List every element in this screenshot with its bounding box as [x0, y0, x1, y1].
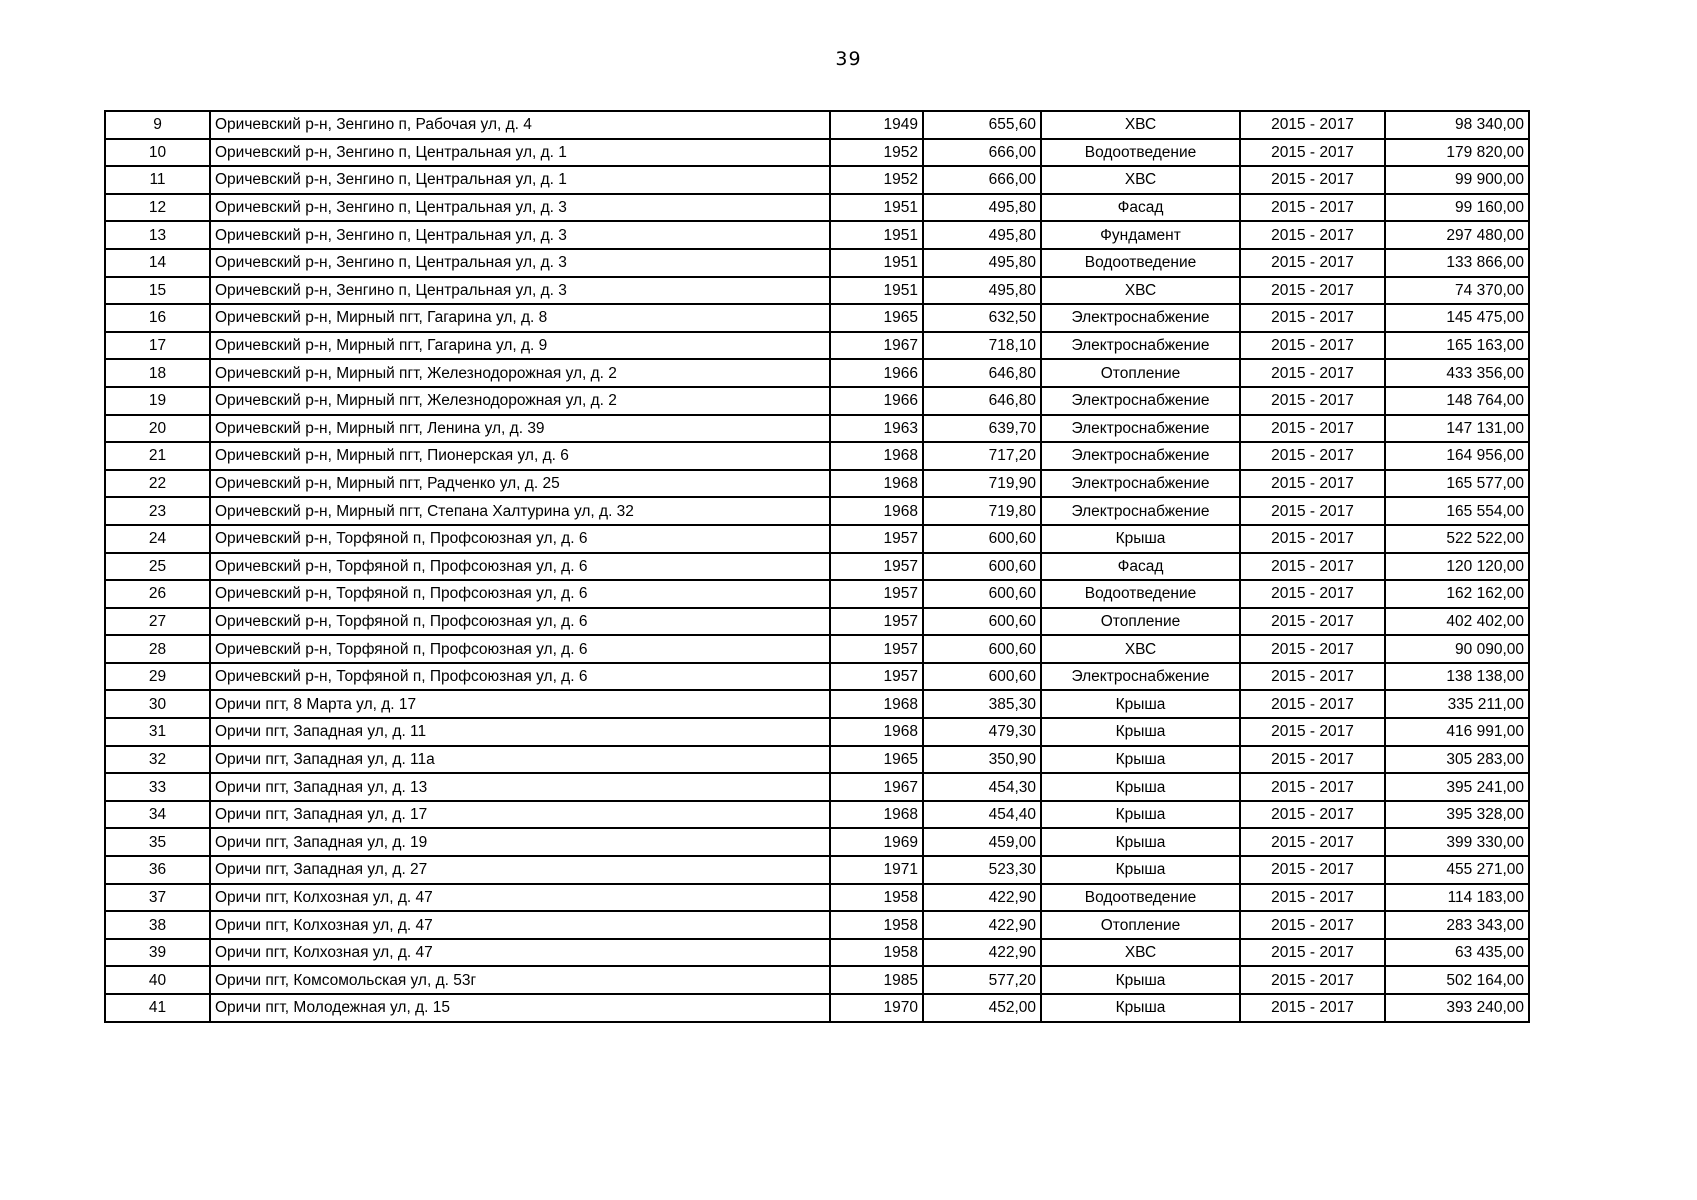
address-cell: Оричи пгт, Западная ул, д. 11а: [210, 746, 830, 774]
row-number-cell: 40: [105, 966, 210, 994]
build-year-cell: 1957: [830, 663, 923, 691]
row-number-cell: 33: [105, 773, 210, 801]
area-cell: 422,90: [923, 939, 1041, 967]
address-cell: Оричевский р-н, Мирный пгт, Степана Халтурина ул, д. 32: [210, 497, 830, 525]
period-cell: 2015 - 2017: [1240, 166, 1385, 194]
cost-cell: 99 160,00: [1385, 194, 1529, 222]
area-cell: 600,60: [923, 553, 1041, 581]
row-number-cell: 41: [105, 994, 210, 1022]
area-cell: 666,00: [923, 166, 1041, 194]
table-row: [105, 111, 1529, 139]
cost-cell: 90 090,00: [1385, 635, 1529, 663]
table-row: [105, 497, 1529, 525]
build-year-cell: 1958: [830, 939, 923, 967]
area-cell: 422,90: [923, 884, 1041, 912]
address-cell: Оричевский р-н, Мирный пгт, Гагарина ул, д. 8: [210, 304, 830, 332]
work-type-cell: Фундамент: [1041, 221, 1240, 249]
work-type-cell: Водоотведение: [1041, 580, 1240, 608]
area-cell: 600,60: [923, 580, 1041, 608]
area-cell: 479,30: [923, 718, 1041, 746]
area-cell: 523,30: [923, 856, 1041, 884]
page-number: 39: [835, 48, 862, 70]
period-cell: 2015 - 2017: [1240, 277, 1385, 305]
table-row: [105, 773, 1529, 801]
area-cell: 600,60: [923, 525, 1041, 553]
cost-cell: 455 271,00: [1385, 856, 1529, 884]
build-year-cell: 1967: [830, 332, 923, 360]
cost-cell: 416 991,00: [1385, 718, 1529, 746]
period-cell: 2015 - 2017: [1240, 139, 1385, 167]
table-row: [105, 746, 1529, 774]
address-cell: Оричевский р-н, Мирный пгт, Пионерская ул, д. 6: [210, 442, 830, 470]
area-cell: 639,70: [923, 415, 1041, 443]
cost-cell: 522 522,00: [1385, 525, 1529, 553]
area-cell: 646,80: [923, 387, 1041, 415]
work-type-cell: Фасад: [1041, 553, 1240, 581]
table-row: [105, 553, 1529, 581]
cost-cell: 433 356,00: [1385, 359, 1529, 387]
period-cell: 2015 - 2017: [1240, 994, 1385, 1022]
period-cell: 2015 - 2017: [1240, 856, 1385, 884]
table-row: [105, 828, 1529, 856]
build-year-cell: 1968: [830, 801, 923, 829]
row-number-cell: 39: [105, 939, 210, 967]
table-row: [105, 359, 1529, 387]
area-cell: 350,90: [923, 746, 1041, 774]
address-cell: Оричевский р-н, Зенгино п, Центральная ул, д. 1: [210, 139, 830, 167]
row-number-cell: 22: [105, 470, 210, 498]
cost-cell: 393 240,00: [1385, 994, 1529, 1022]
period-cell: 2015 - 2017: [1240, 221, 1385, 249]
build-year-cell: 1957: [830, 608, 923, 636]
period-cell: 2015 - 2017: [1240, 663, 1385, 691]
work-type-cell: Электроснабжение: [1041, 304, 1240, 332]
area-cell: 495,80: [923, 194, 1041, 222]
row-number-cell: 30: [105, 690, 210, 718]
row-number-cell: 20: [105, 415, 210, 443]
work-type-cell: Крыша: [1041, 828, 1240, 856]
period-cell: 2015 - 2017: [1240, 525, 1385, 553]
build-year-cell: 1965: [830, 304, 923, 332]
build-year-cell: 1952: [830, 166, 923, 194]
table-row: [105, 277, 1529, 305]
cost-cell: 402 402,00: [1385, 608, 1529, 636]
table-row: [105, 994, 1529, 1022]
table-row: [105, 608, 1529, 636]
table-row: [105, 470, 1529, 498]
area-cell: 385,30: [923, 690, 1041, 718]
build-year-cell: 1951: [830, 277, 923, 305]
build-year-cell: 1957: [830, 580, 923, 608]
row-number-cell: 21: [105, 442, 210, 470]
work-type-cell: Электроснабжение: [1041, 415, 1240, 443]
build-year-cell: 1965: [830, 746, 923, 774]
work-type-cell: ХВС: [1041, 277, 1240, 305]
table-row: [105, 525, 1529, 553]
row-number-cell: 37: [105, 884, 210, 912]
work-type-cell: Электроснабжение: [1041, 497, 1240, 525]
cost-cell: 283 343,00: [1385, 911, 1529, 939]
cost-cell: 148 764,00: [1385, 387, 1529, 415]
address-cell: Оричи пгт, Молодежная ул, д. 15: [210, 994, 830, 1022]
address-cell: Оричевский р-н, Мирный пгт, Гагарина ул, д. 9: [210, 332, 830, 360]
period-cell: 2015 - 2017: [1240, 442, 1385, 470]
work-type-cell: ХВС: [1041, 939, 1240, 967]
area-cell: 646,80: [923, 359, 1041, 387]
table-row: [105, 690, 1529, 718]
period-cell: 2015 - 2017: [1240, 911, 1385, 939]
build-year-cell: 1967: [830, 773, 923, 801]
period-cell: 2015 - 2017: [1240, 359, 1385, 387]
period-cell: 2015 - 2017: [1240, 939, 1385, 967]
table-row: [105, 939, 1529, 967]
area-cell: 718,10: [923, 332, 1041, 360]
row-number-cell: 27: [105, 608, 210, 636]
build-year-cell: 1951: [830, 194, 923, 222]
area-cell: 600,60: [923, 635, 1041, 663]
period-cell: 2015 - 2017: [1240, 580, 1385, 608]
build-year-cell: 1970: [830, 994, 923, 1022]
area-cell: 495,80: [923, 277, 1041, 305]
row-number-cell: 26: [105, 580, 210, 608]
address-cell: Оричи пгт, Колхозная ул, д. 47: [210, 939, 830, 967]
build-year-cell: 1966: [830, 387, 923, 415]
table-row: [105, 166, 1529, 194]
work-type-cell: Крыша: [1041, 746, 1240, 774]
build-year-cell: 1958: [830, 911, 923, 939]
period-cell: 2015 - 2017: [1240, 415, 1385, 443]
work-type-cell: Крыша: [1041, 856, 1240, 884]
cost-cell: 165 163,00: [1385, 332, 1529, 360]
area-cell: 600,60: [923, 608, 1041, 636]
build-year-cell: 1968: [830, 690, 923, 718]
work-type-cell: ХВС: [1041, 166, 1240, 194]
cost-cell: 98 340,00: [1385, 111, 1529, 139]
period-cell: 2015 - 2017: [1240, 884, 1385, 912]
table-body: [105, 111, 1529, 1022]
table-row: [105, 332, 1529, 360]
build-year-cell: 1949: [830, 111, 923, 139]
table-row: [105, 856, 1529, 884]
address-cell: Оричевский р-н, Зенгино п, Центральная ул, д. 3: [210, 277, 830, 305]
work-type-cell: Крыша: [1041, 801, 1240, 829]
work-type-cell: Электроснабжение: [1041, 387, 1240, 415]
area-cell: 632,50: [923, 304, 1041, 332]
build-year-cell: 1969: [830, 828, 923, 856]
build-year-cell: 1958: [830, 884, 923, 912]
area-cell: 422,90: [923, 911, 1041, 939]
period-cell: 2015 - 2017: [1240, 553, 1385, 581]
table-row: [105, 139, 1529, 167]
cost-cell: 162 162,00: [1385, 580, 1529, 608]
table-row: [105, 718, 1529, 746]
work-type-cell: ХВС: [1041, 111, 1240, 139]
row-number-cell: 32: [105, 746, 210, 774]
area-cell: 717,20: [923, 442, 1041, 470]
build-year-cell: 1985: [830, 966, 923, 994]
work-type-cell: Крыша: [1041, 525, 1240, 553]
period-cell: 2015 - 2017: [1240, 746, 1385, 774]
cost-cell: 179 820,00: [1385, 139, 1529, 167]
address-cell: Оричи пгт, Западная ул, д. 17: [210, 801, 830, 829]
build-year-cell: 1951: [830, 221, 923, 249]
area-cell: 600,60: [923, 663, 1041, 691]
table-row: [105, 635, 1529, 663]
period-cell: 2015 - 2017: [1240, 966, 1385, 994]
cost-cell: 63 435,00: [1385, 939, 1529, 967]
table-row: [105, 221, 1529, 249]
address-cell: Оричевский р-н, Зенгино п, Центральная ул, д. 3: [210, 249, 830, 277]
cost-cell: 138 138,00: [1385, 663, 1529, 691]
build-year-cell: 1952: [830, 139, 923, 167]
area-cell: 655,60: [923, 111, 1041, 139]
period-cell: 2015 - 2017: [1240, 497, 1385, 525]
work-type-cell: Отопление: [1041, 359, 1240, 387]
address-cell: Оричевский р-н, Зенгино п, Центральная ул, д. 3: [210, 221, 830, 249]
address-cell: Оричи пгт, Комсомольская ул, д. 53г: [210, 966, 830, 994]
address-cell: Оричевский р-н, Зенгино п, Рабочая ул, д. 4: [210, 111, 830, 139]
address-cell: Оричевский р-н, Мирный пгт, Железнодорожная ул, д. 2: [210, 359, 830, 387]
address-cell: Оричевский р-н, Торфяной п, Профсоюзная ул, д. 6: [210, 580, 830, 608]
area-cell: 454,30: [923, 773, 1041, 801]
address-cell: Оричи пгт, Колхозная ул, д. 47: [210, 911, 830, 939]
cost-cell: 133 866,00: [1385, 249, 1529, 277]
period-cell: 2015 - 2017: [1240, 635, 1385, 663]
build-year-cell: 1966: [830, 359, 923, 387]
work-type-cell: ХВС: [1041, 635, 1240, 663]
cost-cell: 297 480,00: [1385, 221, 1529, 249]
row-number-cell: 28: [105, 635, 210, 663]
cost-cell: 165 577,00: [1385, 470, 1529, 498]
row-number-cell: 25: [105, 553, 210, 581]
work-type-cell: Водоотведение: [1041, 884, 1240, 912]
address-cell: Оричи пгт, 8 Марта ул, д. 17: [210, 690, 830, 718]
area-cell: 495,80: [923, 221, 1041, 249]
area-cell: 719,80: [923, 497, 1041, 525]
row-number-cell: 23: [105, 497, 210, 525]
cost-cell: 145 475,00: [1385, 304, 1529, 332]
address-cell: Оричи пгт, Западная ул, д. 11: [210, 718, 830, 746]
row-number-cell: 35: [105, 828, 210, 856]
area-cell: 495,80: [923, 249, 1041, 277]
address-cell: Оричи пгт, Западная ул, д. 19: [210, 828, 830, 856]
build-year-cell: 1957: [830, 635, 923, 663]
work-type-cell: Отопление: [1041, 911, 1240, 939]
row-number-cell: 36: [105, 856, 210, 884]
row-number-cell: 18: [105, 359, 210, 387]
row-number-cell: 11: [105, 166, 210, 194]
table-row: [105, 304, 1529, 332]
work-type-cell: Крыша: [1041, 718, 1240, 746]
area-cell: 719,90: [923, 470, 1041, 498]
cost-cell: 305 283,00: [1385, 746, 1529, 774]
address-cell: Оричи пгт, Западная ул, д. 27: [210, 856, 830, 884]
address-cell: Оричевский р-н, Зенгино п, Центральная ул, д. 1: [210, 166, 830, 194]
area-cell: 454,40: [923, 801, 1041, 829]
table-row: [105, 249, 1529, 277]
area-cell: 459,00: [923, 828, 1041, 856]
area-cell: 577,20: [923, 966, 1041, 994]
row-number-cell: 16: [105, 304, 210, 332]
area-cell: 666,00: [923, 139, 1041, 167]
build-year-cell: 1957: [830, 553, 923, 581]
build-year-cell: 1968: [830, 497, 923, 525]
address-cell: Оричевский р-н, Торфяной п, Профсоюзная ул, д. 6: [210, 663, 830, 691]
table-row: [105, 194, 1529, 222]
cost-cell: 399 330,00: [1385, 828, 1529, 856]
work-type-cell: Крыша: [1041, 773, 1240, 801]
period-cell: 2015 - 2017: [1240, 608, 1385, 636]
row-number-cell: 14: [105, 249, 210, 277]
address-cell: Оричевский р-н, Зенгино п, Центральная ул, д. 3: [210, 194, 830, 222]
address-cell: Оричевский р-н, Мирный пгт, Радченко ул, д. 25: [210, 470, 830, 498]
capital-repair-table: [104, 110, 1530, 1023]
work-type-cell: Крыша: [1041, 690, 1240, 718]
period-cell: 2015 - 2017: [1240, 470, 1385, 498]
row-number-cell: 34: [105, 801, 210, 829]
period-cell: 2015 - 2017: [1240, 332, 1385, 360]
table-row: [105, 442, 1529, 470]
cost-cell: 74 370,00: [1385, 277, 1529, 305]
work-type-cell: Водоотведение: [1041, 249, 1240, 277]
build-year-cell: 1951: [830, 249, 923, 277]
address-cell: Оричевский р-н, Торфяной п, Профсоюзная ул, д. 6: [210, 553, 830, 581]
row-number-cell: 13: [105, 221, 210, 249]
work-type-cell: Крыша: [1041, 994, 1240, 1022]
build-year-cell: 1971: [830, 856, 923, 884]
row-number-cell: 15: [105, 277, 210, 305]
table-row: [105, 911, 1529, 939]
table-row: [105, 415, 1529, 443]
work-type-cell: Электроснабжение: [1041, 442, 1240, 470]
work-type-cell: Крыша: [1041, 966, 1240, 994]
row-number-cell: 12: [105, 194, 210, 222]
work-type-cell: Электроснабжение: [1041, 470, 1240, 498]
row-number-cell: 9: [105, 111, 210, 139]
row-number-cell: 17: [105, 332, 210, 360]
cost-cell: 164 956,00: [1385, 442, 1529, 470]
period-cell: 2015 - 2017: [1240, 304, 1385, 332]
period-cell: 2015 - 2017: [1240, 249, 1385, 277]
build-year-cell: 1963: [830, 415, 923, 443]
period-cell: 2015 - 2017: [1240, 718, 1385, 746]
cost-cell: 395 241,00: [1385, 773, 1529, 801]
period-cell: 2015 - 2017: [1240, 801, 1385, 829]
work-type-cell: Водоотведение: [1041, 139, 1240, 167]
table-row: [105, 966, 1529, 994]
work-type-cell: Фасад: [1041, 194, 1240, 222]
row-number-cell: 24: [105, 525, 210, 553]
area-cell: 452,00: [923, 994, 1041, 1022]
cost-cell: 99 900,00: [1385, 166, 1529, 194]
cost-cell: 165 554,00: [1385, 497, 1529, 525]
build-year-cell: 1968: [830, 718, 923, 746]
table-row: [105, 801, 1529, 829]
work-type-cell: Отопление: [1041, 608, 1240, 636]
build-year-cell: 1957: [830, 525, 923, 553]
period-cell: 2015 - 2017: [1240, 690, 1385, 718]
address-cell: Оричевский р-н, Торфяной п, Профсоюзная ул, д. 6: [210, 608, 830, 636]
address-cell: Оричевский р-н, Мирный пгт, Ленина ул, д. 39: [210, 415, 830, 443]
period-cell: 2015 - 2017: [1240, 194, 1385, 222]
table-row: [105, 387, 1529, 415]
address-cell: Оричевский р-н, Торфяной п, Профсоюзная ул, д. 6: [210, 525, 830, 553]
address-cell: Оричевский р-н, Мирный пгт, Железнодорожная ул, д. 2: [210, 387, 830, 415]
build-year-cell: 1968: [830, 470, 923, 498]
work-type-cell: Электроснабжение: [1041, 332, 1240, 360]
cost-cell: 114 183,00: [1385, 884, 1529, 912]
row-number-cell: 10: [105, 139, 210, 167]
address-cell: Оричи пгт, Колхозная ул, д. 47: [210, 884, 830, 912]
table-row: [105, 580, 1529, 608]
period-cell: 2015 - 2017: [1240, 387, 1385, 415]
period-cell: 2015 - 2017: [1240, 773, 1385, 801]
cost-cell: 147 131,00: [1385, 415, 1529, 443]
row-number-cell: 38: [105, 911, 210, 939]
period-cell: 2015 - 2017: [1240, 828, 1385, 856]
address-cell: Оричевский р-н, Торфяной п, Профсоюзная ул, д. 6: [210, 635, 830, 663]
work-type-cell: Электроснабжение: [1041, 663, 1240, 691]
row-number-cell: 29: [105, 663, 210, 691]
cost-cell: 502 164,00: [1385, 966, 1529, 994]
table-row: [105, 663, 1529, 691]
table-row: [105, 884, 1529, 912]
build-year-cell: 1968: [830, 442, 923, 470]
cost-cell: 395 328,00: [1385, 801, 1529, 829]
address-cell: Оричи пгт, Западная ул, д. 13: [210, 773, 830, 801]
row-number-cell: 19: [105, 387, 210, 415]
row-number-cell: 31: [105, 718, 210, 746]
cost-cell: 335 211,00: [1385, 690, 1529, 718]
cost-cell: 120 120,00: [1385, 553, 1529, 581]
period-cell: 2015 - 2017: [1240, 111, 1385, 139]
